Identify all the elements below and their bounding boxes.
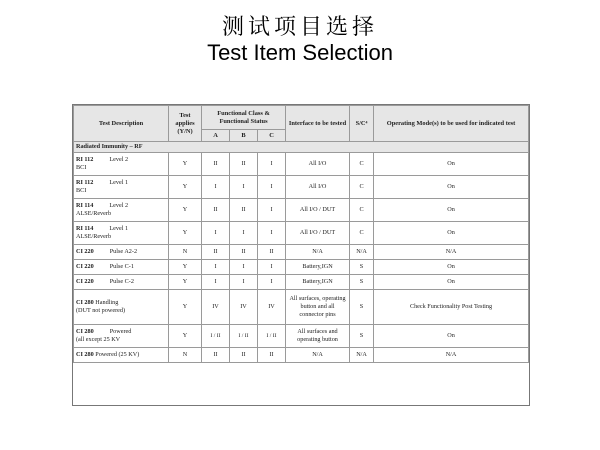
- header-test-description: Test Description: [74, 106, 169, 142]
- row-description: [74, 153, 169, 176]
- test-code: CI 280: [76, 328, 94, 336]
- cell-sc: N/A: [350, 245, 374, 260]
- cell-class-b: I / II: [230, 325, 258, 348]
- cell-applies: Y: [169, 176, 202, 199]
- row-description: [74, 222, 169, 245]
- test-level: Level 2: [109, 202, 129, 210]
- header-test-applies: Test applies (Y/N): [169, 106, 202, 142]
- cell-interface: All I/O: [286, 176, 350, 199]
- cell-class-a: II: [202, 245, 230, 260]
- cell-class-a: I: [202, 176, 230, 199]
- cell-class-c: II: [258, 245, 286, 260]
- cell-class-c: IV: [258, 290, 286, 325]
- cell-interface: N/A: [286, 348, 350, 363]
- cell-sc: S: [350, 290, 374, 325]
- slide-title-chinese: 测试项目选择: [221, 15, 378, 40]
- cell-mode: On: [374, 260, 529, 275]
- table-row: [74, 275, 529, 290]
- cell-interface: All I/O / DUT: [286, 222, 350, 245]
- cell-class-a: II: [202, 348, 230, 363]
- cell-mode: On: [374, 222, 529, 245]
- cell-interface: Battery,IGN: [286, 275, 350, 290]
- cell-applies: N: [169, 348, 202, 363]
- cell-class-c: I / II: [258, 325, 286, 348]
- row-description: [74, 275, 169, 290]
- cell-class-b: IV: [230, 290, 258, 325]
- cell-class-c: II: [258, 348, 286, 363]
- test-method: (all except 25 KV: [76, 336, 121, 343]
- cell-mode: On: [374, 199, 529, 222]
- test-code: CI 220: [76, 278, 94, 286]
- cell-applies: Y: [169, 290, 202, 325]
- table-row: [74, 222, 529, 245]
- test-code: RI 112: [76, 156, 94, 164]
- test-method: ALSE/Reverb: [76, 233, 112, 240]
- header-class-c: C: [258, 130, 286, 142]
- cell-class-b: I: [230, 260, 258, 275]
- test-method: ALSE/Reverb: [76, 210, 112, 217]
- header-functional-class: Functional Class & Functional Status: [202, 106, 286, 130]
- header-sc: S/C⁴: [350, 106, 374, 142]
- test-code: CI 220: [76, 248, 94, 256]
- cell-mode: N/A: [374, 348, 529, 363]
- slide-title-english: Test Item Selection: [207, 40, 393, 65]
- cell-applies: Y: [169, 153, 202, 176]
- cell-class-a: I: [202, 260, 230, 275]
- table-row: [74, 153, 529, 176]
- cell-applies: Y: [169, 222, 202, 245]
- cell-class-a: I / II: [202, 325, 230, 348]
- cell-class-c: I: [258, 199, 286, 222]
- test-level: Level 2: [109, 156, 129, 164]
- test-code: CI 280: [76, 299, 94, 307]
- cell-interface: N/A: [286, 245, 350, 260]
- header-interface: Interface to be tested: [286, 106, 350, 142]
- test-level: Handling: [95, 299, 119, 307]
- table-row: [74, 176, 529, 199]
- header-class-b: B: [230, 130, 258, 142]
- cell-sc: C: [350, 199, 374, 222]
- cell-class-a: II: [202, 153, 230, 176]
- row-description: [74, 260, 169, 275]
- cell-mode: N/A: [374, 245, 529, 260]
- cell-sc: S: [350, 325, 374, 348]
- test-method: BCI: [76, 164, 87, 171]
- section-radiated-immunity: Radiated Immunity – RF: [74, 142, 529, 153]
- cell-applies: Y: [169, 199, 202, 222]
- table-row: [74, 290, 529, 325]
- cell-class-c: I: [258, 260, 286, 275]
- cell-sc: N/A: [350, 348, 374, 363]
- header-operating-modes: Operating Mode(s) to be used for indicated test: [374, 106, 529, 142]
- row-description: [74, 348, 169, 363]
- cell-mode: On: [374, 325, 529, 348]
- cell-mode: Check Functionality Post Testing: [374, 290, 529, 325]
- cell-interface: All surfaces, operating button and all connector pins: [286, 290, 350, 325]
- test-method: (DUT not powered): [76, 307, 126, 314]
- cell-class-a: I: [202, 275, 230, 290]
- test-level: Pulse A2-2: [109, 248, 138, 256]
- cell-class-a: II: [202, 199, 230, 222]
- cell-class-b: II: [230, 153, 258, 176]
- test-level: Pulse C-1: [109, 263, 134, 271]
- cell-class-b: I: [230, 222, 258, 245]
- table-row: [74, 348, 529, 363]
- row-description: [74, 199, 169, 222]
- test-code: RI 114: [76, 202, 94, 210]
- cell-interface: All I/O: [286, 153, 350, 176]
- cell-interface: All surfaces and operating button: [286, 325, 350, 348]
- test-method: BCI: [76, 187, 87, 194]
- test-level: Level 1: [109, 225, 129, 233]
- cell-sc: C: [350, 176, 374, 199]
- cell-class-b: I: [230, 176, 258, 199]
- cell-class-a: I: [202, 222, 230, 245]
- header-class-a: A: [202, 130, 230, 142]
- test-selection-table-frame: [72, 104, 530, 406]
- test-level: Level 1: [109, 179, 129, 187]
- row-description: [74, 290, 169, 325]
- cell-class-c: I: [258, 222, 286, 245]
- test-code: RI 112: [76, 179, 94, 187]
- test-code: CI 220: [76, 263, 94, 271]
- cell-interface: Battery,IGN: [286, 260, 350, 275]
- cell-class-c: I: [258, 176, 286, 199]
- cell-mode: On: [374, 153, 529, 176]
- cell-applies: Y: [169, 325, 202, 348]
- cell-sc: C: [350, 222, 374, 245]
- cell-applies: Y: [169, 275, 202, 290]
- cell-sc: S: [350, 275, 374, 290]
- cell-sc: C: [350, 153, 374, 176]
- cell-class-b: II: [230, 348, 258, 363]
- cell-applies: Y: [169, 260, 202, 275]
- cell-sc: S: [350, 260, 374, 275]
- cell-interface: All I/O / DUT: [286, 199, 350, 222]
- cell-class-b: I: [230, 275, 258, 290]
- cell-class-b: II: [230, 199, 258, 222]
- cell-class-a: IV: [202, 290, 230, 325]
- row-description: [74, 176, 169, 199]
- test-selection-table: [73, 105, 529, 363]
- test-code: CI 280: [76, 351, 94, 359]
- cell-mode: On: [374, 176, 529, 199]
- test-level: Powered: [109, 328, 132, 336]
- cell-class-b: II: [230, 245, 258, 260]
- test-level: Powered (25 KV): [95, 351, 140, 359]
- cell-class-c: I: [258, 153, 286, 176]
- cell-applies: N: [169, 245, 202, 260]
- row-description: [74, 245, 169, 260]
- test-level: Pulse C-2: [109, 278, 134, 286]
- table-row: [74, 325, 529, 348]
- cell-class-c: I: [258, 275, 286, 290]
- table-row: [74, 260, 529, 275]
- table-row: [74, 245, 529, 260]
- test-code: RI 114: [76, 225, 94, 233]
- table-row: [74, 199, 529, 222]
- row-description: [74, 325, 169, 348]
- cell-mode: On: [374, 275, 529, 290]
